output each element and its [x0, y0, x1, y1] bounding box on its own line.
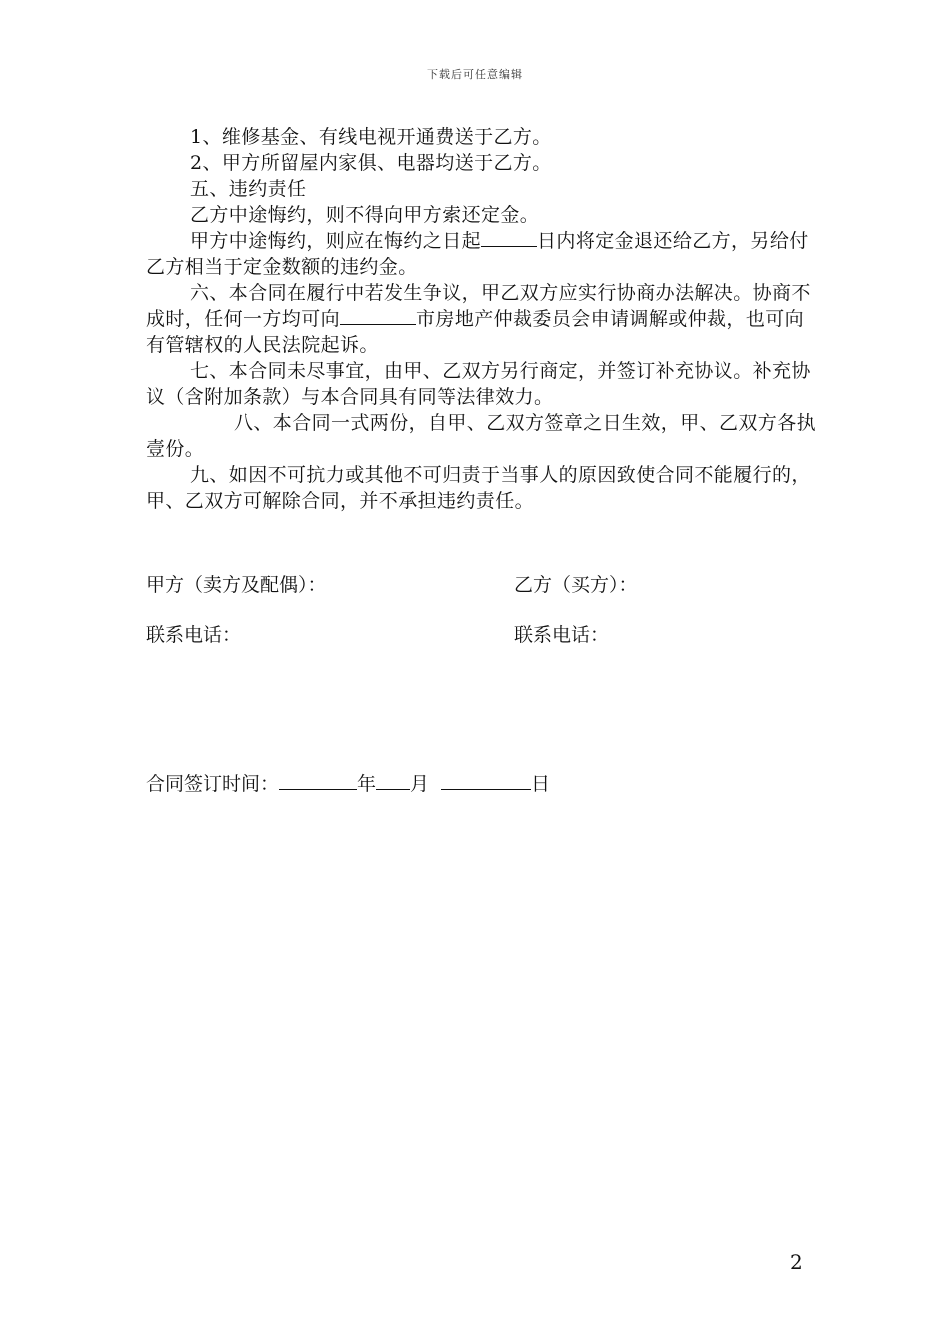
- city-blank[interactable]: [340, 306, 416, 325]
- seller-breach-text-start: 甲方中途悔约，则应在悔约之日起: [190, 230, 482, 252]
- day-blank[interactable]: [441, 771, 531, 790]
- section-8-clause: 八、本合同一式两份，自甲、乙双方签章之日生效，甲、乙双方各执壹份。: [146, 412, 817, 460]
- section-7-clause: 七、本合同未尽事宜，由甲、乙双方另行商定，并签订补充协议。补充协议（含附加条款）与本合同具有同等法律效力。: [146, 360, 811, 408]
- year-suffix: 年: [357, 773, 377, 795]
- seller-breach-text-end: 日内将定金退还给乙方，另给付乙方相当于定金数额的违约金。: [146, 230, 809, 278]
- clause-item-1: 1、维修基金、有线电视开通费送于乙方。: [190, 126, 552, 148]
- page-number: 2: [790, 1250, 803, 1274]
- clause-item-2: 2、甲方所留屋内家俱、电器均送于乙方。: [190, 152, 552, 174]
- days-blank[interactable]: [481, 228, 537, 247]
- buyer-breach-clause: 乙方中途悔约，则不得向甲方索还定金。: [190, 204, 540, 226]
- signing-date-label: 合同签订时间：: [146, 773, 280, 795]
- section-6-clause: [146, 280, 816, 358]
- section-5-title: 五、违约责任: [190, 178, 307, 200]
- party-a-label: 甲方（卖方及配偶）：: [146, 574, 327, 596]
- month-blank[interactable]: [376, 771, 410, 790]
- day-suffix: 日: [531, 773, 551, 795]
- signature-row: [146, 572, 746, 598]
- signing-date-line: [146, 771, 550, 797]
- month-suffix: 月: [410, 773, 430, 795]
- year-blank[interactable]: [279, 771, 357, 790]
- section-9-clause: 九、如因不可抗力或其他不可归责于当事人的原因致使合同不能履行的，甲、乙双方可解除合同，并不承担违约责任。: [146, 464, 811, 512]
- phone-row: [146, 622, 746, 648]
- page-header-note: 下载后可任意编辑: [427, 68, 523, 81]
- contract-body: [146, 124, 816, 514]
- seller-breach-clause: [146, 228, 816, 280]
- section-6-text-start: 六、本合同在履行中若发生争议，甲乙双方应实行协商办法解决。协商不成时，任何一方均可向: [146, 282, 811, 330]
- party-a-phone-label: 联系电话：: [146, 624, 242, 646]
- section-6-text-end: 市房地产仲裁委员会申请调解或仲裁，也可向有管辖权的人民法院起诉。: [146, 308, 805, 356]
- party-b-label: 乙方（买方）：: [514, 574, 638, 596]
- party-b-phone-label: 联系电话：: [514, 624, 610, 646]
